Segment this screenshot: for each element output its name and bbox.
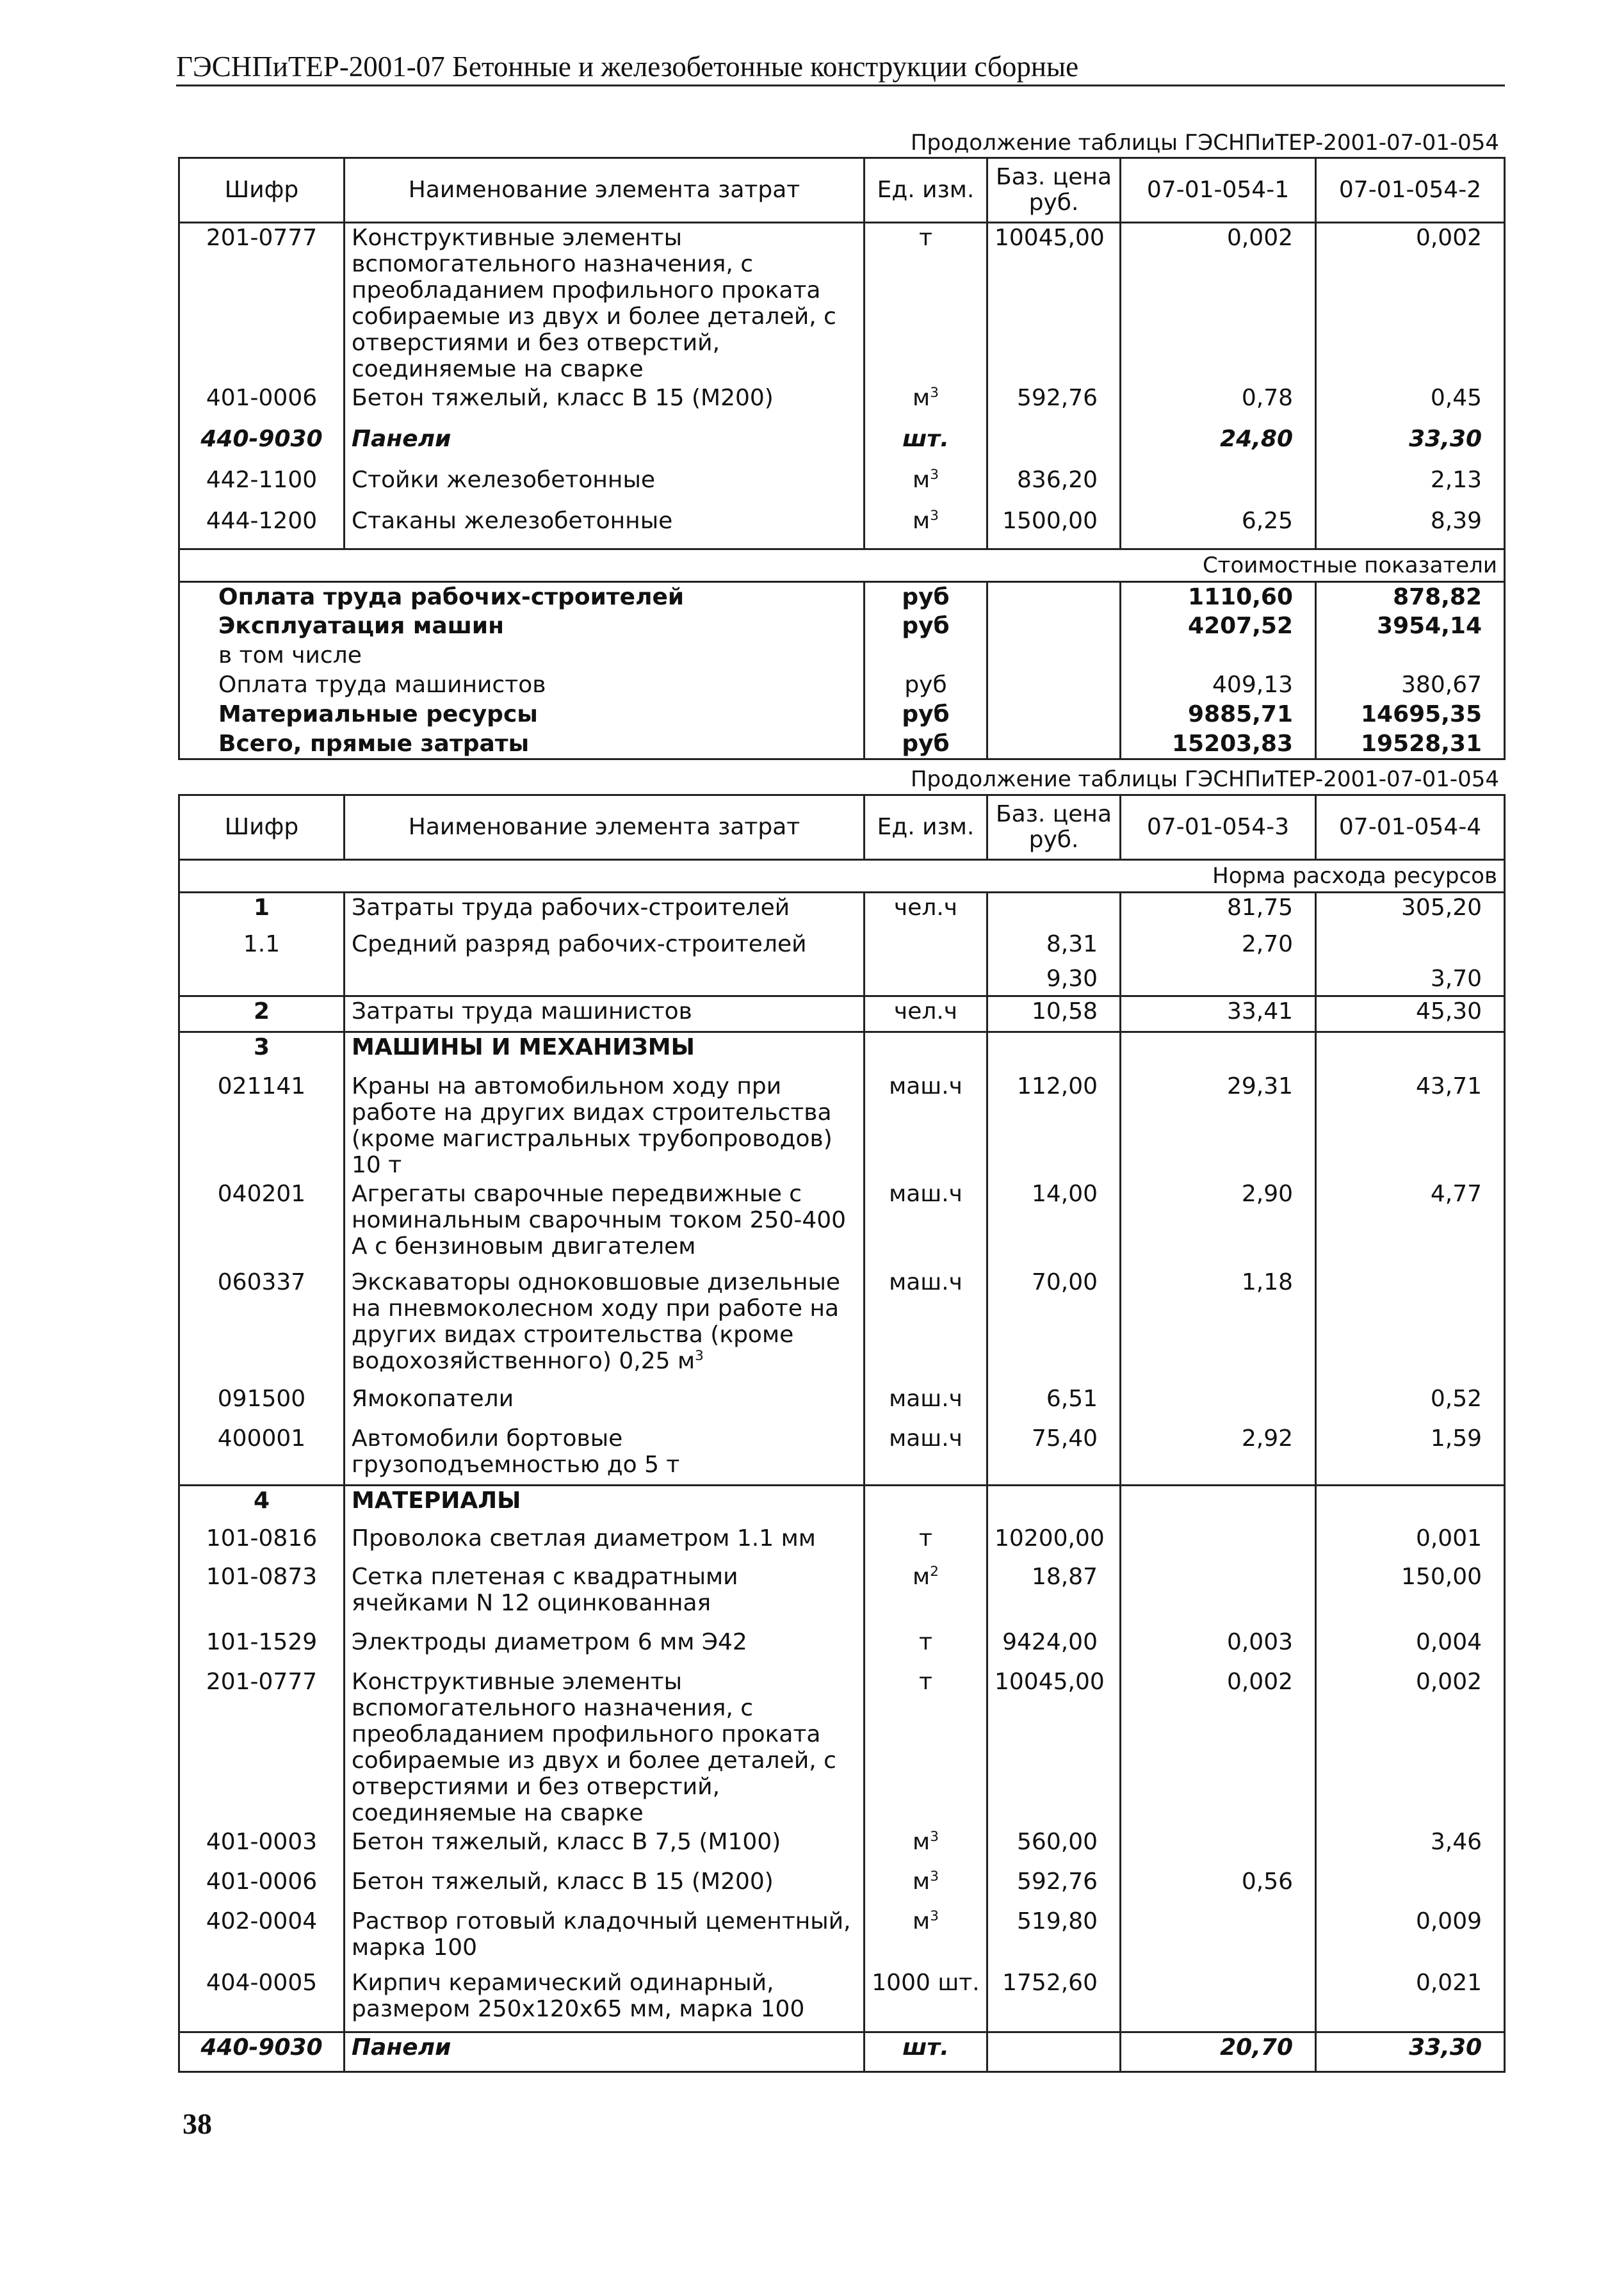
- cost-row: [179, 670, 1505, 700]
- row-name: Агрегаты сварочные передвижные с номинальным сварочным током 250-400 А с бензиновым двигателем: [345, 1180, 865, 1268]
- section-code: 3: [179, 1032, 345, 1072]
- row-value-a: 24,80: [1121, 425, 1316, 466]
- row-code: 091500: [179, 1384, 345, 1424]
- row-code: 101-0873: [179, 1562, 345, 1628]
- cost-value-b: 14695,35: [1316, 700, 1505, 729]
- column-header-054-3: 07-01-054-3: [1121, 795, 1316, 860]
- column-header-name: Наименование элемента затрат: [345, 158, 865, 223]
- page-header: [176, 46, 1505, 87]
- row-code: 060337: [179, 1268, 345, 1384]
- row-value-a: 29,31: [1121, 1072, 1316, 1180]
- column-header-code: Шифр: [179, 795, 345, 860]
- row-price: 1752,60: [987, 1968, 1121, 2032]
- row-value-a: [1121, 964, 1316, 996]
- table-row: [179, 930, 1505, 964]
- cost-row: [179, 700, 1505, 729]
- row-price: 9424,00: [987, 1628, 1121, 1667]
- table-row: [179, 507, 1505, 549]
- cost-unit: руб: [865, 700, 987, 729]
- cost-unit: руб: [865, 581, 987, 612]
- row-value-b: 33,30: [1316, 425, 1505, 466]
- row-price: 560,00: [987, 1828, 1121, 1867]
- row-price: 75,40: [987, 1424, 1121, 1486]
- section-header-row: [179, 1032, 1505, 1072]
- cost-unit: руб: [865, 729, 987, 759]
- row-value-a: 2,90: [1121, 1180, 1316, 1268]
- row-value-b: 150,00: [1316, 1562, 1505, 1628]
- row-value-b: 0,002: [1316, 1667, 1505, 1828]
- row-unit: шт.: [865, 425, 987, 466]
- row-name: Конструктивные элементы вспомогательного назначения, с преобладанием профильного проката собираемые из двух и более деталей, с отверстиями и без отверстий, соединяемые на сварке: [345, 223, 865, 384]
- header-rule: [176, 85, 1505, 86]
- row-value-b: 0,002: [1316, 223, 1505, 384]
- row-value-b: 0,001: [1316, 1524, 1505, 1562]
- row-price: 6,51: [987, 1384, 1121, 1424]
- row-code: 442-1100: [179, 466, 345, 507]
- table-row: [179, 1907, 1505, 1968]
- row-unit: маш.ч: [865, 1072, 987, 1180]
- row-price: [987, 2032, 1121, 2072]
- column-header-054-1: 07-01-054-1: [1121, 158, 1316, 223]
- row-code: 444-1200: [179, 507, 345, 549]
- table-row: [179, 1828, 1505, 1867]
- empty-cell: [865, 1486, 987, 1524]
- row-code: 402-0004: [179, 1907, 345, 1968]
- empty-cell: [1121, 1032, 1316, 1072]
- empty-cell: [1121, 1486, 1316, 1524]
- cost-value-a: [1121, 641, 1316, 670]
- row-name: Затраты труда рабочих-строителей: [345, 893, 865, 930]
- resource-table-1: [178, 157, 1506, 760]
- row-unit: чел.ч: [865, 893, 987, 930]
- table1-caption: Продолжение таблицы ГЭСНПиТЕР-2001-07-01-054: [910, 130, 1499, 156]
- column-header-name: Наименование элемента затрат: [345, 795, 865, 860]
- resource-table-2: [178, 794, 1506, 2073]
- section-code: 4: [179, 1486, 345, 1524]
- table-row: [179, 893, 1505, 930]
- empty-cell: [865, 1032, 987, 1072]
- row-code: [179, 964, 345, 996]
- row-code: 401-0003: [179, 1828, 345, 1867]
- cost-value-b: 3954,14: [1316, 612, 1505, 641]
- row-value-b: 305,20: [1316, 893, 1505, 930]
- row-unit: т: [865, 1667, 987, 1828]
- empty-cell: [1316, 1032, 1505, 1072]
- section-title: МАТЕРИАЛЫ: [345, 1486, 865, 1524]
- table-row: [179, 1524, 1505, 1562]
- row-name: Ямокопатели: [345, 1384, 865, 1424]
- cost-value-a: 9885,71: [1121, 700, 1316, 729]
- row-price: 18,87: [987, 1562, 1121, 1628]
- row-value-a: 0,003: [1121, 1628, 1316, 1667]
- row-unit: [865, 930, 987, 964]
- row-name: Средний разряд рабочих-строителей: [345, 930, 865, 964]
- cost-price-empty: [987, 670, 1121, 700]
- table-row: [179, 425, 1505, 466]
- row-value-b: 0,45: [1316, 384, 1505, 425]
- row-name: [345, 964, 865, 996]
- cost-value-b: 878,82: [1316, 581, 1505, 612]
- cost-value-b: [1316, 641, 1505, 670]
- column-header-price: Баз. цена руб.: [987, 795, 1121, 860]
- row-unit: т: [865, 1524, 987, 1562]
- row-code: 021141: [179, 1072, 345, 1180]
- row-value-a: [1121, 466, 1316, 507]
- cost-price-empty: [987, 581, 1121, 612]
- column-header-054-4: 07-01-054-4: [1316, 795, 1505, 860]
- row-value-b: [1316, 930, 1505, 964]
- row-price: 519,80: [987, 1907, 1121, 1968]
- row-value-a: 1,18: [1121, 1268, 1316, 1384]
- cost-name: Оплата труда рабочих-строителей: [179, 581, 865, 612]
- row-unit: $м^2$: [865, 1562, 987, 1628]
- row-unit: $м^3$: [865, 1828, 987, 1867]
- empty-cell: [987, 1032, 1121, 1072]
- row-value-a: [1121, 1384, 1316, 1424]
- row-value-b: 8,39: [1316, 507, 1505, 549]
- cost-name: Оплата труда машинистов: [179, 670, 865, 700]
- row-value-a: 0,002: [1121, 223, 1316, 384]
- row-name: Кирпич керамический одинарный, размером 250х120х65 мм, марка 100: [345, 1968, 865, 2032]
- cost-unit: руб: [865, 670, 987, 700]
- row-value-a: [1121, 1968, 1316, 2032]
- table-row: [179, 1667, 1505, 1828]
- row-code: 201-0777: [179, 1667, 345, 1828]
- cost-value-a: 4207,52: [1121, 612, 1316, 641]
- page-number: 38: [183, 2107, 212, 2140]
- cost-indicators-label: Стоимостные показатели: [179, 549, 1505, 581]
- row-value-a: 0,56: [1121, 1867, 1316, 1907]
- table-row: [179, 1968, 1505, 2032]
- row-unit: маш.ч: [865, 1424, 987, 1486]
- row-code: 440-9030: [179, 425, 345, 466]
- row-name: Стойки железобетонные: [345, 466, 865, 507]
- cost-unit: руб: [865, 612, 987, 641]
- column-header-code: Шифр: [179, 158, 345, 223]
- norm-label-row: [179, 860, 1505, 893]
- row-unit: маш.ч: [865, 1268, 987, 1384]
- table-row: [179, 1072, 1505, 1180]
- row-value-b: 45,30: [1316, 996, 1505, 1032]
- row-name: Панели: [345, 2032, 865, 2072]
- table-row: [179, 1628, 1505, 1667]
- row-unit: шт.: [865, 2032, 987, 2072]
- row-value-b: 4,77: [1316, 1180, 1505, 1268]
- row-code: 201-0777: [179, 223, 345, 384]
- row-code: 101-0816: [179, 1524, 345, 1562]
- table2-caption: Продолжение таблицы ГЭСНПиТЕР-2001-07-01-054: [910, 766, 1499, 792]
- row-value-b: 0,52: [1316, 1384, 1505, 1424]
- row-price: 9,30: [987, 964, 1121, 996]
- row-price: 10200,00: [987, 1524, 1121, 1562]
- row-value-b: [1316, 1867, 1505, 1907]
- row-name: Проволока светлая диаметром 1.1 мм: [345, 1524, 865, 1562]
- row-name: Конструктивные элементы вспомогательного назначения, с преобладанием профильного проката собираемые из двух и более деталей, с отверстиями и без отверстий, соединяемые на сварке: [345, 1667, 865, 1828]
- table-row: [179, 1562, 1505, 1628]
- column-header-price: Баз. цена руб.: [987, 158, 1121, 223]
- row-name: Экскаваторы одноковшовые дизельные на пневмоколесном ходу при работе на других видах строительства (кроме водохозяйственного) 0,25 $м^3$: [345, 1268, 865, 1384]
- row-price: 592,76: [987, 1867, 1121, 1907]
- row-name: Электроды диаметром 6 мм Э42: [345, 1628, 865, 1667]
- row-price: 70,00: [987, 1268, 1121, 1384]
- row-value-b: 2,13: [1316, 466, 1505, 507]
- row-value-a: 0,78: [1121, 384, 1316, 425]
- row-value-a: 33,41: [1121, 996, 1316, 1032]
- row-price: 592,76: [987, 384, 1121, 425]
- row-price: 112,00: [987, 1072, 1121, 1180]
- section-header-row: [179, 1486, 1505, 1524]
- row-unit: 1000 шт.: [865, 1968, 987, 2032]
- row-unit: $м^3$: [865, 1867, 987, 1907]
- cost-price-empty: [987, 729, 1121, 759]
- cost-row: [179, 612, 1505, 641]
- section-title: МАШИНЫ И МЕХАНИЗМЫ: [345, 1032, 865, 1072]
- row-value-b: 33,30: [1316, 2032, 1505, 2072]
- row-code: 2: [179, 996, 345, 1032]
- row-value-b: 0,004: [1316, 1628, 1505, 1667]
- table-row: [179, 996, 1505, 1032]
- row-value-a: [1121, 1524, 1316, 1562]
- cost-unit: [865, 641, 987, 670]
- row-value-b: 0,009: [1316, 1907, 1505, 1968]
- row-value-a: 20,70: [1121, 2032, 1316, 2072]
- empty-cell: [987, 1486, 1121, 1524]
- table-row: [179, 1424, 1505, 1486]
- row-value-a: [1121, 1562, 1316, 1628]
- cost-price-empty: [987, 641, 1121, 670]
- row-unit: $м^3$: [865, 384, 987, 425]
- row-unit: маш.ч: [865, 1384, 987, 1424]
- row-value-b: 0,021: [1316, 1968, 1505, 2032]
- row-price: 10045,00: [987, 223, 1121, 384]
- row-unit: $м^3$: [865, 1907, 987, 1968]
- column-header-unit: Ед. изм.: [865, 158, 987, 223]
- row-value-a: [1121, 1907, 1316, 1968]
- column-header-054-2: 07-01-054-2: [1316, 158, 1505, 223]
- table1-header-row: [179, 158, 1505, 223]
- cost-value-a: 1110,60: [1121, 581, 1316, 612]
- row-name: Стаканы железобетонные: [345, 507, 865, 549]
- row-code: 400001: [179, 1424, 345, 1486]
- row-value-a: 81,75: [1121, 893, 1316, 930]
- cost-value-a: 409,13: [1121, 670, 1316, 700]
- row-name: Краны на автомобильном ходу при работе на других видах строительства (кроме магистральных трубопроводов) 10 т: [345, 1072, 865, 1180]
- table-row: [179, 384, 1505, 425]
- row-code: 040201: [179, 1180, 345, 1268]
- row-unit: т: [865, 1628, 987, 1667]
- row-code: 401-0006: [179, 384, 345, 425]
- cost-name: Материальные ресурсы: [179, 700, 865, 729]
- row-price: [987, 425, 1121, 466]
- row-value-b: 1,59: [1316, 1424, 1505, 1486]
- row-code: 401-0006: [179, 1867, 345, 1907]
- cost-value-b: 380,67: [1316, 670, 1505, 700]
- row-value-b: 43,71: [1316, 1072, 1505, 1180]
- row-name: Раствор готовый кладочный цементный, марка 100: [345, 1907, 865, 1968]
- row-value-b: [1316, 1268, 1505, 1384]
- row-unit: т: [865, 223, 987, 384]
- row-value-b: 3,70: [1316, 964, 1505, 996]
- column-header-unit: Ед. изм.: [865, 795, 987, 860]
- table-row: [179, 223, 1505, 384]
- row-unit: маш.ч: [865, 1180, 987, 1268]
- cost-name: в том числе: [179, 641, 865, 670]
- row-unit: [865, 964, 987, 996]
- row-name: Панели: [345, 425, 865, 466]
- cost-value-b: 19528,31: [1316, 729, 1505, 759]
- row-value-a: 0,002: [1121, 1667, 1316, 1828]
- row-price: [987, 893, 1121, 930]
- cost-name: Всего, прямые затраты: [179, 729, 865, 759]
- row-code: 440-9030: [179, 2032, 345, 2072]
- cost-value-a: 15203,83: [1121, 729, 1316, 759]
- table-row: [179, 964, 1505, 996]
- cost-price-empty: [987, 612, 1121, 641]
- row-name: Бетон тяжелый, класс В 7,5 (М100): [345, 1828, 865, 1867]
- empty-cell: [1316, 1486, 1505, 1524]
- row-price: 1500,00: [987, 507, 1121, 549]
- table-row: [179, 2032, 1505, 2072]
- row-value-a: 6,25: [1121, 507, 1316, 549]
- norm-label: Норма расхода ресурсов: [179, 860, 1505, 893]
- row-price: 836,20: [987, 466, 1121, 507]
- row-code: 1: [179, 893, 345, 930]
- row-name: Сетка плетеная с квадратными ячейками N 12 оцинкованная: [345, 1562, 865, 1628]
- table-row: [179, 466, 1505, 507]
- row-value-a: 2,92: [1121, 1424, 1316, 1486]
- row-code: 404-0005: [179, 1968, 345, 2032]
- row-unit: $м^3$: [865, 507, 987, 549]
- row-price: 10,58: [987, 996, 1121, 1032]
- table-row: [179, 1180, 1505, 1268]
- row-value-b: 3,46: [1316, 1828, 1505, 1867]
- row-code: 1.1: [179, 930, 345, 964]
- cost-row: [179, 581, 1505, 612]
- row-name: Автомобили бортовые грузоподъемностью до 5 т: [345, 1424, 865, 1486]
- row-name: Затраты труда машинистов: [345, 996, 865, 1032]
- table-row: [179, 1867, 1505, 1907]
- cost-price-empty: [987, 700, 1121, 729]
- row-value-a: [1121, 1828, 1316, 1867]
- row-price: 14,00: [987, 1180, 1121, 1268]
- row-price: 10045,00: [987, 1667, 1121, 1828]
- row-price: 8,31: [987, 930, 1121, 964]
- cost-row: [179, 641, 1505, 670]
- document-title: ГЭСНПиТЕР-2001-07 Бетонные и железобетонные конструкции сборные: [176, 51, 1079, 83]
- table-row: [179, 1384, 1505, 1424]
- row-unit: $м^3$: [865, 466, 987, 507]
- table-row: [179, 1268, 1505, 1384]
- row-value-a: 2,70: [1121, 930, 1316, 964]
- row-name: Бетон тяжелый, класс В 15 (М200): [345, 1867, 865, 1907]
- table2-header-row: [179, 795, 1505, 860]
- cost-name: Эксплуатация машин: [179, 612, 865, 641]
- row-name: Бетон тяжелый, класс В 15 (М200): [345, 384, 865, 425]
- cost-indicators-label-row: [179, 549, 1505, 581]
- row-code: 101-1529: [179, 1628, 345, 1667]
- row-unit: чел.ч: [865, 996, 987, 1032]
- cost-row: [179, 729, 1505, 759]
